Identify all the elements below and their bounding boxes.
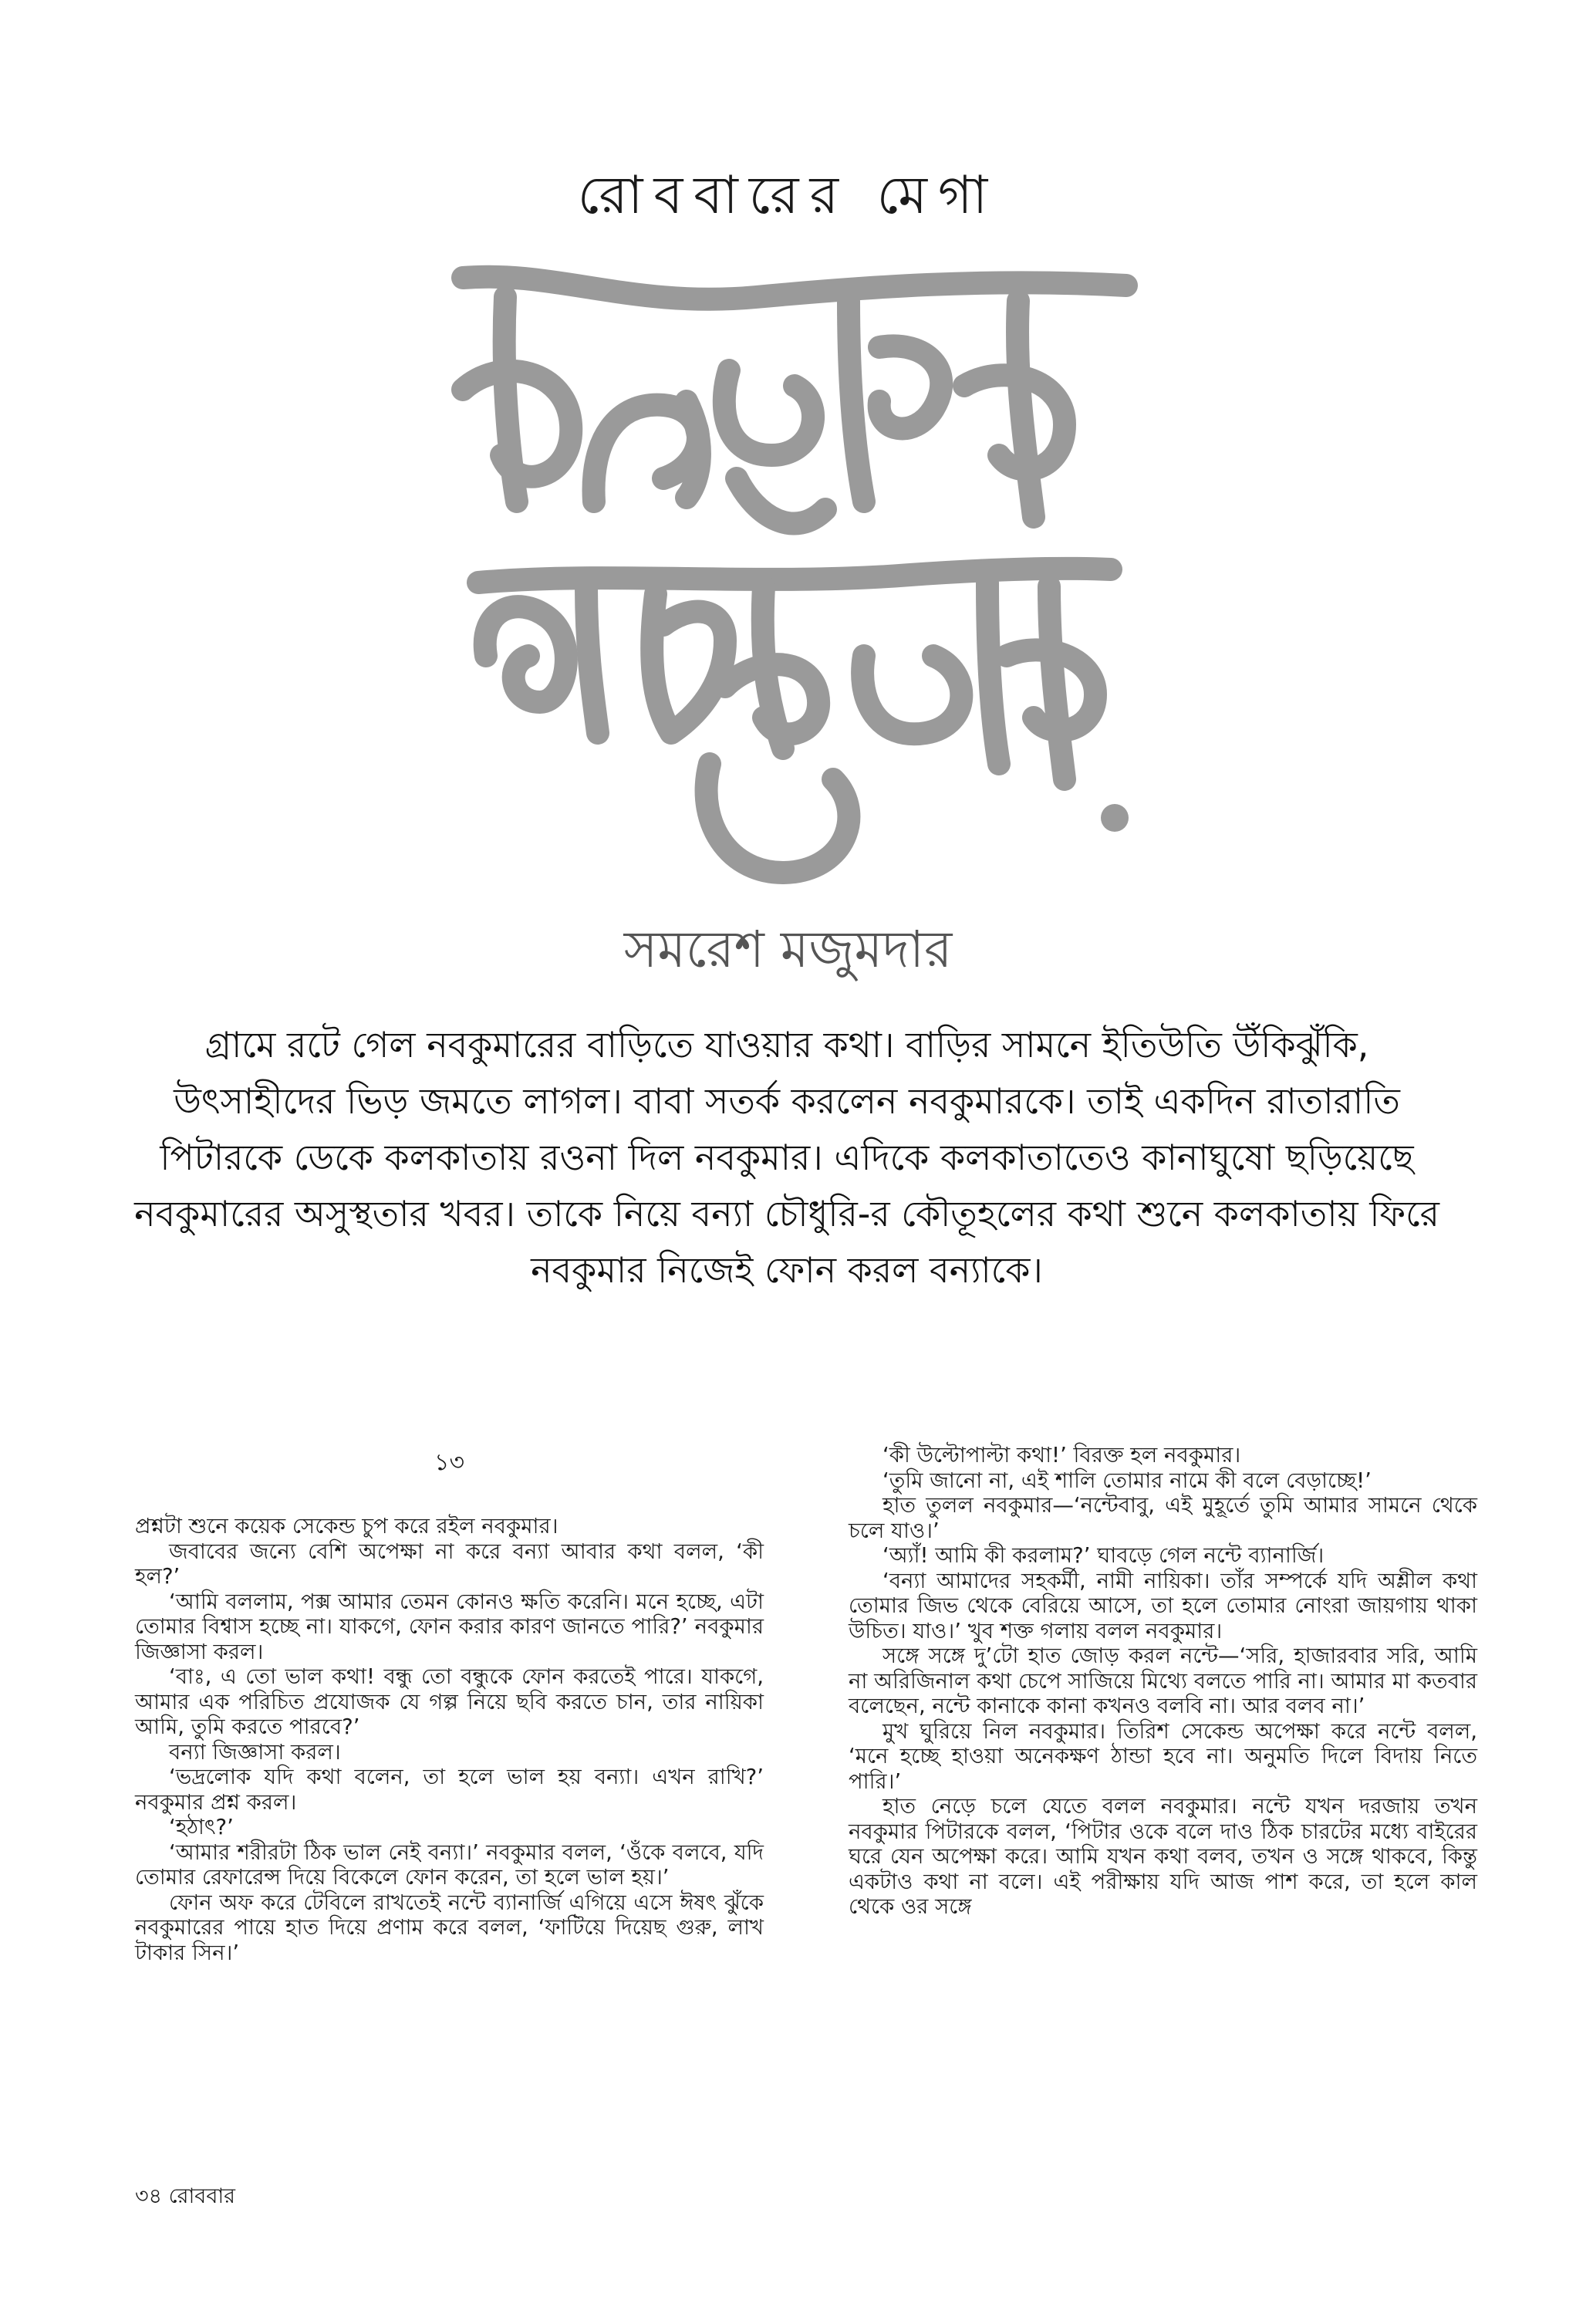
page-folio: ৩৪ রোববার <box>135 2184 236 2208</box>
paragraph: বন্যা জিজ্ঞাসা করল। <box>169 1739 341 1765</box>
title-dot <box>1101 804 1129 832</box>
paragraph: প্রশ্নটা শুনে কয়েক সেকেন্ড চুপ করে রইল নবকুমার। <box>135 1514 559 1539</box>
title-stroke-te <box>849 301 864 502</box>
paragraph: ‘তুমি জানো না, এই শালি তোমার নামে কী বলে বেড়াচ্ছে!’ <box>882 1468 1372 1493</box>
paragraph: হাত তুলল নবকুমার—‘নন্টেবাবু, এই মুহূর্তে তুমি আমার সামনে থেকে চলে যাও।’ <box>849 1493 1477 1543</box>
title-artwork <box>432 224 1142 918</box>
title-stroke-lo-tail <box>687 401 700 498</box>
title-stroke-matra-2 <box>478 569 1111 583</box>
paragraph: ‘বন্যা আমাদের সহকর্মী, নামী নায়িকা। তাঁর সম্পর্কে যদি অশ্লীল কথা তোমার জিভ থেকে বেরিয়ে আসে, তা হলে তোমার নোংরা জায়গায় থাকা উচিত। যাও।’ খুব শক্ত গলায় বলল নবকুমার। <box>849 1568 1477 1643</box>
author-name: সমরেশ মজুমদার <box>623 920 953 979</box>
title-stroke-n-stem <box>586 586 598 733</box>
paragraph: ‘ভদ্রলোক যদি কথা বলেন, তা হলে ভাল হয় বন্যা। এখন রাখি?’ নবকুমার প্রশ্ন করল। <box>135 1765 764 1815</box>
intro-blurb: গ্রামে রটে গেল নবকুমারের বাড়িতে যাওয়ার কথা। বাড়ির সামনে ইতিউতি উঁকিঝুঁকি, উৎসাহীদের ভিড় জমতে লাগল। বাবা সতর্ক করলেন নবকুমারকে। তাই একদিন রাতারাতি পিটারকে ডেকে কলকাতায় রওনা দিল নবকুমার। এদিকে কলকাতাতেও কানাঘুষো ছড়িয়েছে নবকুমারের অসুস্থতার খবর। তাকে নিয়ে বন্যা চৌধুরি-র কৌতূহলের কথা শুনে কলকাতায় ফিরে নবকুমার নিজেই ফোন করল বন্যাকে। <box>134 1024 1439 1291</box>
title-stroke-m <box>862 656 961 734</box>
title-stroke-s-hook <box>737 478 825 524</box>
title-stroke-u <box>707 764 849 873</box>
paragraph: সঙ্গে সঙ্গে দু’টো হাত জোড় করল নন্টে—‘সরি, হাজারবার সরি, আমি না অরিজিনাল কথা চেপে সাজিয়ে মিথ্যে বলতে পারি না। আমার মা কতবার বলেছেন, নন্টে কানাকে কানা কখনও বলবি না। আর বলব না।’ <box>849 1643 1477 1718</box>
title-stroke-b <box>652 594 725 733</box>
paragraph: ‘কী উল্টোপাল্টা কথা!’ বিরক্ত হল নবকুমার। <box>882 1443 1241 1468</box>
title-calligraphy <box>432 224 1142 918</box>
paragraph: ফোন অফ করে টেবিলে রাখতেই নন্টে ব্যানার্জি এগিয়ে এসে ঈষৎ ঝুঁকে নবকুমারের পায়ে হাত দিয়ে প্রণাম করে বলল, ‘ফাটিয়ে দিয়েছ গুরু, লাখ টাকার সিন।’ <box>135 1890 764 1965</box>
paragraph: মুখ ঘুরিয়ে নিল নবকুমার। তিরিশ সেকেন্ড অপেক্ষা করে নন্টে বলল, ‘মনে হচ্ছে হাওয়া অনেকক্ষণ ঠান্ডা হবে না। অনুমতি দিলে বিদায় নিতে পারি।’ <box>849 1718 1477 1794</box>
title-stroke-r2 <box>1049 586 1065 779</box>
title-stroke-n <box>485 606 566 702</box>
paragraph: ‘বাঃ, এ তো ভাল কথা! বন্ধু তো বন্ধুকে ফোন করতেই পারে। যাকগে, আমার এক পরিচিত প্রযোজক যে গল্প নিয়ে ছবি করতে চান, তার নায়িকা আমি, তুমি করতে পারবে?’ <box>135 1664 764 1739</box>
right-column <box>849 1443 1477 1920</box>
title-stroke-a <box>987 583 999 764</box>
paragraph: হাত নেড়ে চলে যেতে বলল নবকুমার। নন্টে যখন দরজায় তখন নবকুমার পিটারকে বলল, ‘পিটার ওকে বলে দাও ঠিক চারটের মধ্যে বাইরের ঘরে যেন অপেক্ষা করে। আমি যখন কথা বলব, তখন ও সঙ্গে থাকবে, কিন্তু একটাও কথা না বলে। এই পরীক্ষায় যদি আজ পাশ করে, তা হলে কাল থেকে ওর সঙ্গে <box>849 1794 1477 1919</box>
title-stroke-s <box>724 370 813 455</box>
paragraph: ‘হঠাৎ?’ <box>169 1815 234 1839</box>
chapter-number: ১৩ <box>434 1449 464 1476</box>
paragraph: ‘অ্যাঁ! আমি কী করলাম?’ ঘাবড়ে গেল নন্টে ব্যানার্জি। <box>882 1543 1325 1568</box>
story-body <box>135 1443 1477 2184</box>
section-kicker: রোববারের মেগা <box>577 165 999 226</box>
title-stroke-te-curl <box>879 346 942 428</box>
paragraph: জবাবের জন্যে বেশি অপেক্ষা না করে বন্যা আবার কথা বলল, ‘কী হল?’ <box>135 1539 764 1589</box>
left-column <box>135 1443 764 1965</box>
title-stroke-r <box>1017 301 1034 517</box>
paragraph: ‘আমার শরীরটা ঠিক ভাল নেই বন্যা।’ নবকুমার বলল, ‘ওঁকে বলবে, যদি তোমার রেফারেন্স দিয়ে বিকেলে ফোন করেন, তা হলে ভাল হয়।’ <box>135 1839 764 1890</box>
paragraph: ‘আমি বললাম, পক্স আমার তেমন কোনও ক্ষতি করেনি। মনে হচ্ছে, এটা তোমার বিশ্বাস হচ্ছে না। যাকগে, ফোন করার কারণ জানতে পারি?’ নবকুমার জিজ্ঞাসা করল। <box>135 1589 764 1664</box>
